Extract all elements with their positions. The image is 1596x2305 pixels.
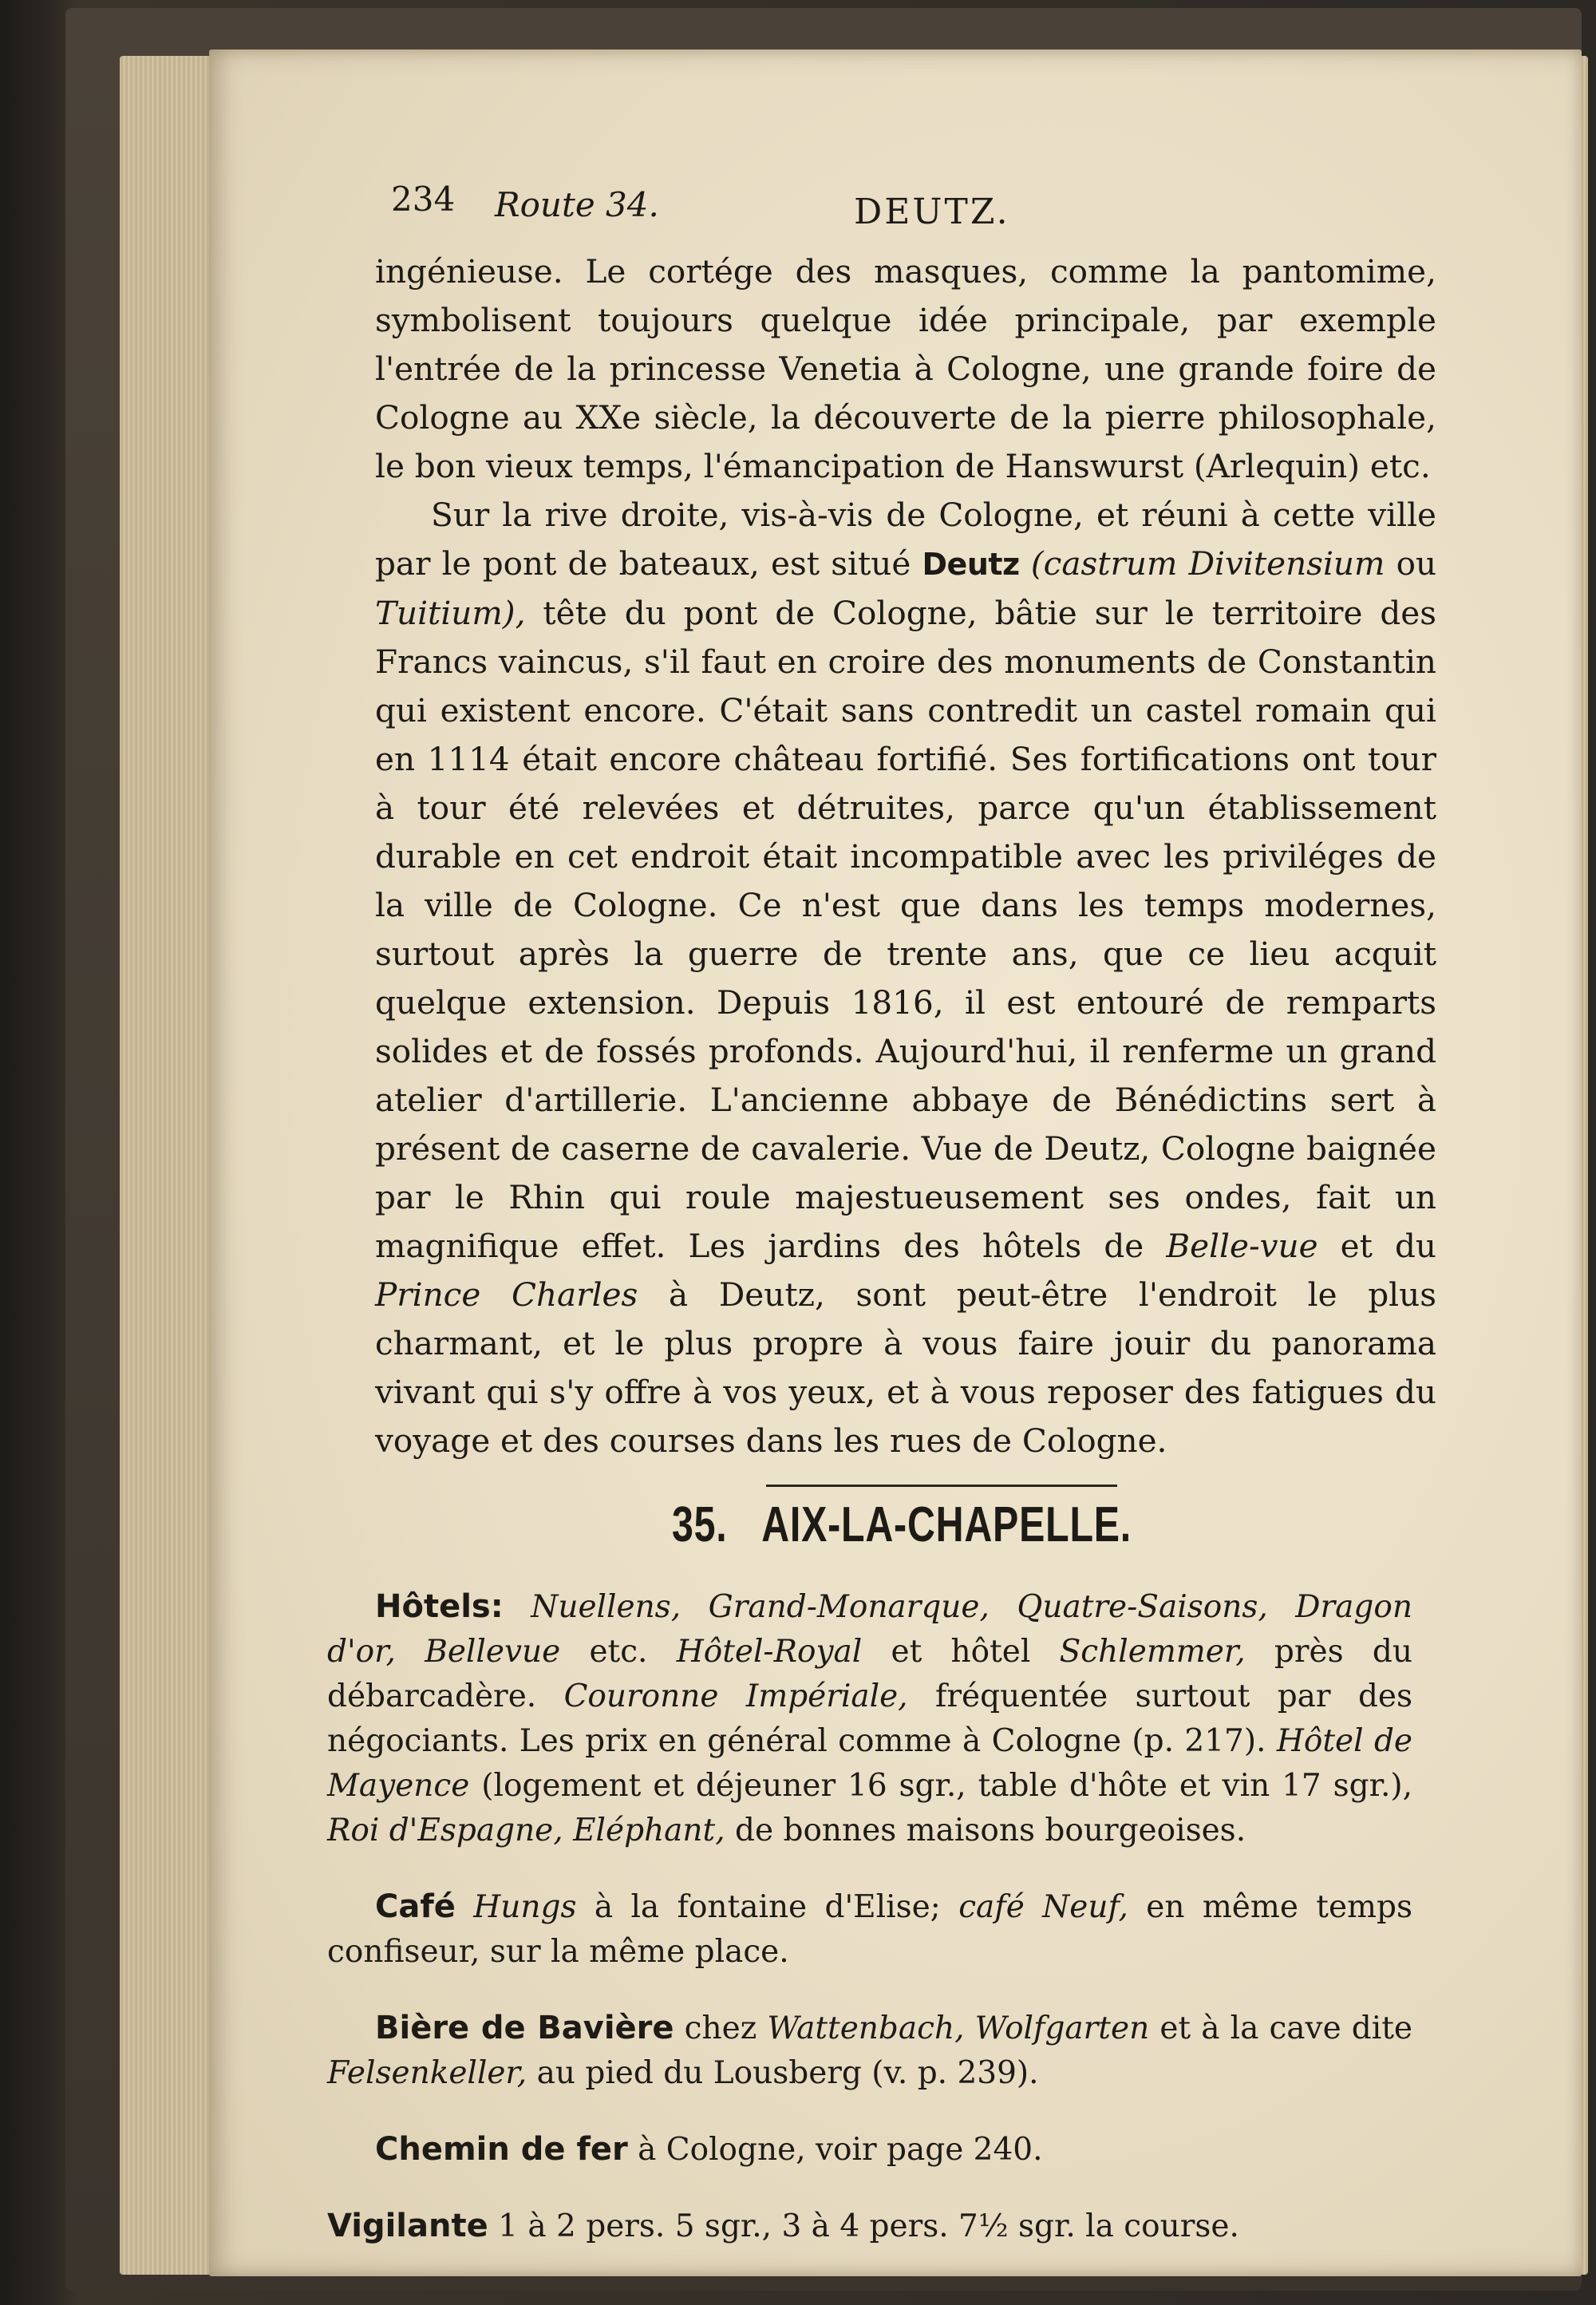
hotels-text-3: (logement et déjeuner 16 sgr., table d'hôte et vin 17 sgr.),	[481, 1768, 1412, 1804]
section-number: 35.	[671, 1497, 728, 1552]
hotels-paragraph	[327, 1584, 1444, 1853]
hotels-text-4: de bonnes maisons bourgeoises.	[735, 1813, 1246, 1848]
page-content	[327, 168, 1452, 2280]
biere-lead: Bière de Bavière	[375, 2010, 674, 2046]
vigilante-lead: Vigilante	[327, 2208, 488, 2244]
hotel-nuellens: Nuellens,	[531, 1589, 681, 1625]
section-divider	[766, 1485, 1117, 1487]
cafe-text-2: en même temps confiseur, sur la même place.	[327, 1889, 1413, 1970]
tuitium: Tuitium),	[375, 594, 526, 632]
paragraph-deutz	[351, 491, 1452, 1465]
page-number: 234	[391, 180, 456, 219]
deutz-text-2: tête du pont de Cologne, bâtie sur le territoire des Francs vaincus, s'il faut en croire des monuments de Constantin qui existent encore. C'était sans contredit un castel romain qui en 1114 était encore château fortifié. Ses fortifications ont tour à tour été relevées et détruites, parce qu'un établissement durable en cet endroit était incompatible avec les priviléges de la ville de Cologne. Ce n'est que dans les temps modernes, surtout après la guerre de trente ans, que ce lieu acquit quelque extension. Depuis 1816, il est entouré de remparts solides et de fossés profonds. Aujourd'hui, il renferme un grand atelier d'artillerie. L'ancienne abbaye de Bénédictins sert à présent de caserne de cavalerie. Vue de Deutz, Cologne baignée par le Rhin qui roule majestueusement ses ondes, fait un magnifique effet. Les jardins des hôtels de	[375, 594, 1436, 1265]
biere-text-1: chez	[684, 2010, 757, 2046]
hotel-couronne-imperiale: Couronne Impériale,	[563, 1678, 908, 1714]
biere-wattenbach: Wattenbach,	[767, 2010, 965, 2046]
hotel-grand-monarque: Grand-Monarque,	[708, 1589, 990, 1625]
deutz-text-3: à Deutz, sont peut-être l'endroit le plus charmant, et le plus propre à vous faire jouir du panorama vivant qui s'y offre à vos yeux, et à vous reposer des fatigues du voyage et des courses dans les rues de Cologne.	[375, 1275, 1437, 1460]
ou-word: ou	[1396, 544, 1437, 583]
section-heading	[472, 1496, 1331, 1553]
et-du: et du	[1340, 1227, 1436, 1265]
cafe-hungs: Hungs	[473, 1889, 577, 1925]
practical-info	[327, 1584, 1444, 2249]
running-header	[351, 168, 1452, 247]
biere-felsenkeller: Felsenkeller,	[327, 2055, 527, 2091]
hotel-schlemmer: Schlemmer,	[1059, 1634, 1246, 1670]
running-title: DEUTZ.	[854, 192, 1010, 232]
cafe-neuf: café Neuf,	[958, 1889, 1128, 1925]
section-title: AIX-LA-CHAPELLE.	[761, 1497, 1132, 1552]
hotel-dragon-dor: Dragon d'or,	[327, 1589, 1412, 1670]
et-hotel: et hôtel	[891, 1634, 1031, 1670]
biere-paragraph	[327, 2006, 1444, 2096]
cafe-lead: Café	[375, 1888, 456, 1925]
paragraph-carnival	[351, 247, 1452, 491]
castrum-divitensium: (castrum Divitensium	[1030, 544, 1385, 583]
prince-charles-name: Prince Charles	[375, 1275, 638, 1314]
belle-vue-name: Belle-vue	[1166, 1227, 1318, 1265]
biere-wolfgarten: Wolfgarten	[974, 2010, 1150, 2046]
hotel-de-mayence: Hôtel de Mayence	[327, 1723, 1412, 1804]
hotel-bellevue: Bellevue	[425, 1634, 561, 1670]
biere-text-3: au pied du Lousberg (v. p. 239).	[536, 2055, 1039, 2091]
paragraph-carnival-text: ingénieuse. Le cortége des masques, comme la pantomime, symbolisent toujours quelque idée principale, par exemple l'entrée de la princesse Venetia à Cologne, une grande foire de Cologne au XXe siècle, la découverte de la pierre philosophale, le bon vieux temps, l'émancipation de Hanswurst (Arlequin) etc.	[375, 252, 1436, 485]
etc-word: etc.	[589, 1634, 648, 1670]
vigilante-paragraph	[327, 2204, 1444, 2249]
vigilante-text: 1 à 2 pers. 5 sgr., 3 à 4 pers. 7½ sgr. la course.	[498, 2208, 1239, 2244]
deutz-text-1: Sur la rive droite, vis-à-vis de Cologne, et réuni à cette ville par le pont de bateaux, est situé	[375, 496, 1436, 583]
chemin-lead: Chemin de fer	[375, 2131, 628, 2168]
hotels-lead: Hôtels:	[375, 1588, 504, 1625]
route-label: Route 34.	[495, 185, 659, 224]
hotel-quatre-saisons: Quatre-Saisons,	[1017, 1589, 1268, 1625]
deutz-keyword: Deutz	[922, 547, 1020, 582]
biere-text-2: et à la cave dite	[1159, 2010, 1412, 2046]
hotels-text-1: près du débarcadère.	[327, 1634, 1412, 1714]
hotel-royal: Hôtel-Royal	[676, 1634, 863, 1670]
cafe-paragraph	[327, 1884, 1444, 1975]
hotels-text-2: fréquentée surtout par des négociants. Les prix en général comme à Cologne (p. 217).	[327, 1678, 1413, 1759]
hotel-roi-despagne: Roi d'Espagne,	[327, 1813, 563, 1848]
cafe-text-1: à la fontaine d'Elise;	[594, 1889, 941, 1925]
chemin-paragraph	[327, 2127, 1444, 2173]
hotel-elephant: Eléphant,	[573, 1813, 725, 1848]
chemin-text: à Cologne, voir page 240.	[638, 2132, 1043, 2168]
